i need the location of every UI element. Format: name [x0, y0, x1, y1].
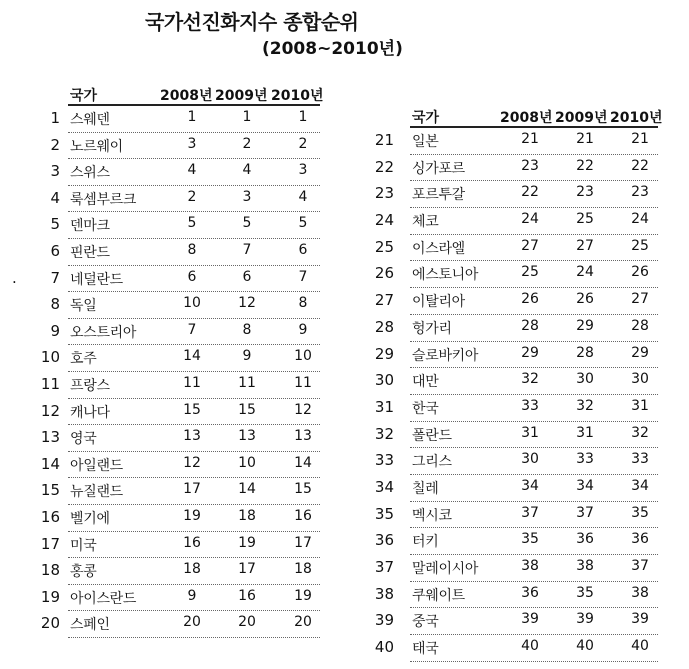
- rank-number: 32: [374, 424, 394, 443]
- rank-2009: 1: [242, 109, 252, 125]
- rank-2008: 32: [521, 371, 539, 388]
- rank-2009: 33: [576, 451, 594, 468]
- rank-2008: 1: [187, 109, 197, 125]
- rank-2008: 35: [521, 531, 539, 548]
- page-subtitle: (2008~2010년): [262, 39, 403, 59]
- rank-number: 9: [50, 321, 60, 340]
- table-row: [374, 342, 658, 369]
- table-row: [50, 292, 320, 319]
- rank-2008: 30: [521, 451, 539, 468]
- rank-2008: 29: [521, 344, 539, 361]
- rank-2008: 5: [187, 215, 197, 232]
- rank-2010: 14: [294, 454, 312, 471]
- country-name: 덴마크: [70, 218, 110, 235]
- country-name: 체코: [412, 214, 439, 231]
- rank-2009: 28: [576, 344, 594, 361]
- rank-2008: 11: [183, 374, 201, 391]
- rank-2010: 28: [631, 317, 649, 334]
- rank-2009: 30: [576, 371, 594, 388]
- country-name: 이스라엘: [412, 240, 465, 257]
- rank-2009: 9: [242, 348, 252, 365]
- country-name: 그리스: [412, 454, 452, 471]
- rank-2008: 6: [187, 268, 197, 285]
- rank-2008: 2: [187, 188, 197, 205]
- rank-2009: 19: [238, 534, 256, 551]
- rank-2009: 11: [238, 374, 256, 391]
- country-name: 싱가포르: [412, 160, 465, 177]
- rank-number: 22: [374, 157, 394, 176]
- table-row: [50, 319, 320, 346]
- country-name: 아일랜드: [70, 457, 123, 474]
- header-2009: 2009년: [215, 88, 268, 104]
- ranking-table-right: [360, 104, 663, 662]
- rank-2008: 22: [521, 184, 539, 201]
- rank-number: 4: [50, 188, 60, 207]
- country-name: 홍콩: [70, 564, 97, 581]
- rank-2010: 17: [294, 534, 312, 551]
- rank-2010: 25: [631, 237, 649, 254]
- rank-number: 27: [374, 291, 394, 310]
- rank-2009: 18: [238, 507, 256, 524]
- rank-2009: 35: [576, 584, 594, 601]
- country-name: 룩셈부르크: [70, 191, 137, 208]
- table-row: [40, 345, 320, 372]
- table-row: [50, 159, 320, 186]
- rank-2009: 32: [576, 397, 594, 414]
- rank-2010: 37: [631, 558, 649, 574]
- country-name: 뉴질랜드: [70, 484, 123, 501]
- rank-number: 35: [374, 504, 394, 523]
- rank-2010: 32: [631, 424, 649, 441]
- rank-2009: 6: [242, 268, 252, 285]
- table-row: [374, 608, 658, 635]
- rank-2008: 4: [187, 162, 197, 179]
- table-row: [374, 235, 658, 262]
- rank-2008: 10: [183, 295, 201, 312]
- rank-2009: 38: [576, 558, 594, 574]
- rank-2010: 26: [631, 264, 649, 281]
- country-name: 쿠웨이트: [412, 587, 465, 604]
- table-row: [40, 372, 320, 399]
- rank-prefix-dot: .: [12, 268, 17, 287]
- page-title: 국가선진화지수 종합순위: [145, 10, 359, 34]
- table-header: [410, 104, 663, 128]
- country-name: 대만: [412, 374, 439, 391]
- country-name: 한국: [412, 400, 439, 417]
- country-name: 영국: [70, 431, 97, 448]
- table-row: [374, 555, 658, 582]
- rank-2008: 34: [521, 477, 539, 494]
- rank-2010: 40: [631, 638, 649, 655]
- rank-number: 23: [374, 184, 394, 203]
- rank-2008: 28: [521, 317, 539, 334]
- rank-2010: 35: [631, 504, 649, 521]
- country-name: 슬로바키아: [412, 347, 479, 364]
- rank-2008: 37: [521, 504, 539, 521]
- rank-number: 20: [40, 614, 60, 633]
- rank-number: 19: [40, 587, 60, 606]
- rank-2009: 20: [238, 614, 256, 631]
- rank-2010: 36: [631, 531, 649, 548]
- rank-2010: 19: [294, 587, 312, 604]
- rank-2008: 13: [183, 428, 201, 445]
- rank-2010: 34: [631, 477, 649, 494]
- table-row: [374, 528, 658, 555]
- rank-number: 16: [40, 507, 60, 526]
- rank-number: 37: [374, 558, 394, 576]
- rank-2010: 3: [298, 162, 308, 179]
- table-row: [50, 106, 320, 133]
- rank-number: 3: [50, 162, 60, 181]
- table-row: [374, 635, 658, 662]
- country-name: 폴란드: [412, 427, 452, 444]
- rank-2009: 16: [238, 587, 256, 604]
- rank-2010: 38: [631, 584, 649, 601]
- rank-number: 38: [374, 584, 394, 603]
- rank-2008: 9: [187, 587, 197, 604]
- rank-2009: 37: [576, 504, 594, 521]
- rank-number: 12: [40, 401, 60, 420]
- rank-2010: 16: [294, 507, 312, 524]
- rank-2010: 20: [294, 614, 312, 631]
- table-row: [40, 532, 320, 559]
- rank-number: 28: [374, 317, 394, 336]
- rank-number: 17: [40, 534, 60, 553]
- rank-2010: 18: [294, 561, 312, 578]
- header-2010: 2010년: [271, 88, 324, 104]
- rank-2009: 4: [242, 162, 252, 179]
- country-name: 핀란드: [70, 244, 110, 261]
- country-name: 아이스란드: [70, 590, 137, 607]
- country-name: 에스토니아: [412, 267, 479, 284]
- rank-number: 8: [50, 295, 60, 314]
- rank-2010: 33: [631, 451, 649, 468]
- rank-2008: 39: [521, 611, 539, 628]
- table-row: [374, 128, 658, 155]
- rank-number: 33: [374, 451, 394, 470]
- country-name: 터키: [412, 534, 439, 551]
- rank-2009: 2: [242, 135, 252, 152]
- country-name: 이탈리아: [412, 294, 465, 311]
- table-row: [50, 186, 320, 213]
- table-row: [374, 475, 658, 502]
- rank-2008: 38: [521, 558, 539, 574]
- rank-2009: 12: [238, 295, 256, 312]
- rank-2010: 31: [631, 397, 649, 414]
- country-name: 칠레: [412, 480, 439, 497]
- rank-2008: 36: [521, 584, 539, 601]
- rank-2009: 25: [576, 211, 594, 228]
- header-2008: 2008년: [500, 110, 553, 126]
- country-name: 네덜란드: [70, 271, 123, 288]
- country-name: 벨기에: [70, 510, 110, 527]
- table-row: [374, 208, 658, 235]
- rank-2008: 27: [521, 237, 539, 254]
- rank-number: 13: [40, 428, 60, 447]
- rank-2009: 34: [576, 477, 594, 494]
- rank-2010: 29: [631, 344, 649, 361]
- rank-2008: 7: [187, 321, 197, 338]
- rank-number: 21: [374, 131, 394, 149]
- rank-2010: 2: [298, 135, 308, 152]
- rank-2008: 18: [183, 561, 201, 578]
- country-name: 스위스: [70, 165, 110, 182]
- rank-number: 7 .: [12, 268, 60, 287]
- table-row: [40, 425, 320, 452]
- country-name: 캐나다: [70, 404, 110, 421]
- rank-2010: 22: [631, 157, 649, 174]
- header-2010: 2010년: [610, 110, 663, 126]
- rank-number: 2: [50, 135, 60, 154]
- rank-number: 5: [50, 215, 60, 234]
- table-row: [374, 155, 658, 182]
- rank-2009: 22: [576, 157, 594, 174]
- country-name: 노르웨이: [70, 138, 123, 155]
- table-row: [374, 582, 658, 609]
- rank-number: 11: [40, 374, 60, 393]
- table-row: [374, 448, 658, 475]
- table-row: [40, 452, 320, 479]
- header-2009: 2009년: [555, 110, 608, 126]
- rank-2010: 23: [631, 184, 649, 201]
- rank-2008: 24: [521, 211, 539, 228]
- rank-2009: 13: [238, 428, 256, 445]
- rank-2010: 7: [298, 268, 308, 285]
- rank-number: 40: [374, 638, 394, 657]
- rank-2009: 15: [238, 401, 256, 418]
- rank-number: 25: [374, 237, 394, 256]
- rank-2010: 15: [294, 481, 312, 498]
- rank-number: 14: [40, 454, 60, 473]
- rank-2010: 24: [631, 211, 649, 228]
- country-name: 태국: [412, 641, 439, 658]
- rank-2008: 33: [521, 397, 539, 414]
- table-row: [40, 611, 320, 638]
- rank-2009: 21: [576, 131, 594, 147]
- rank-2008: 25: [521, 264, 539, 281]
- rank-2009: 31: [576, 424, 594, 441]
- rank-2009: 23: [576, 184, 594, 201]
- header-country: 국가: [70, 88, 98, 104]
- rank-2009: 10: [238, 454, 256, 471]
- rank-2010: 11: [294, 374, 312, 391]
- table-row: [374, 395, 658, 422]
- country-name: 포르투갈: [412, 187, 465, 204]
- table-row: [50, 133, 320, 160]
- rank-2008: 31: [521, 424, 539, 441]
- rank-number: 36: [374, 531, 394, 550]
- rank-2010: 13: [294, 428, 312, 445]
- rank-2008: 15: [183, 401, 201, 418]
- rank-number: 10: [40, 348, 60, 367]
- table-row: [374, 181, 658, 208]
- rank-number: 1: [50, 109, 60, 127]
- rank-number: 34: [374, 477, 394, 496]
- rank-2008: 17: [183, 481, 201, 498]
- country-name: 일본: [412, 134, 439, 150]
- rank-2009: 14: [238, 481, 256, 498]
- country-name: 헝가리: [412, 320, 452, 337]
- table-row: [40, 505, 320, 532]
- rank-2010: 4: [298, 188, 308, 205]
- country-name: 말레이시아: [412, 561, 479, 577]
- rank-2008: 26: [521, 291, 539, 308]
- rank-2009: 3: [242, 188, 252, 205]
- rank-2010: 5: [298, 215, 308, 232]
- rank-2009: 8: [242, 321, 252, 338]
- rank-number: 15: [40, 481, 60, 500]
- table-row: [12, 266, 320, 293]
- header-country: 국가: [412, 110, 440, 126]
- country-name: 오스트리아: [70, 324, 137, 341]
- rank-number: 39: [374, 611, 394, 630]
- rank-number: 6: [50, 241, 60, 260]
- country-name: 멕시코: [412, 507, 452, 524]
- country-name: 스페인: [70, 617, 110, 634]
- rank-2009: 5: [242, 215, 252, 232]
- rank-number: 24: [374, 211, 394, 230]
- rank-2010: 12: [294, 401, 312, 418]
- table-header: [68, 82, 324, 106]
- rank-2009: 7: [242, 241, 252, 258]
- rank-2010: 10: [294, 348, 312, 365]
- table-row: [374, 422, 658, 449]
- country-name: 중국: [412, 614, 439, 631]
- rank-2008: 23: [521, 157, 539, 174]
- rank-2010: 30: [631, 371, 649, 388]
- table-row: [374, 502, 658, 529]
- rank-2010: 9: [298, 321, 308, 338]
- rank-number: 29: [374, 344, 394, 363]
- country-name: 호주: [70, 351, 97, 368]
- rank-2009: 27: [576, 237, 594, 254]
- rank-2010: 21: [631, 131, 649, 147]
- rank-2010: 27: [631, 291, 649, 308]
- country-name: 독일: [70, 298, 97, 315]
- rank-2008: 8: [187, 241, 197, 258]
- table-row: [40, 558, 320, 585]
- table-row: [374, 315, 658, 342]
- rank-2009: 26: [576, 291, 594, 308]
- table-row: [40, 478, 320, 505]
- rank-2008: 19: [183, 507, 201, 524]
- country-name: 스웨덴: [70, 112, 110, 128]
- table-row: [374, 368, 658, 395]
- rank-2008: 16: [183, 534, 201, 551]
- table-row: [374, 288, 658, 315]
- rank-number: 30: [374, 371, 394, 390]
- rank-2010: 6: [298, 241, 308, 258]
- rank-2010: 39: [631, 611, 649, 628]
- rank-2010: 1: [298, 109, 308, 125]
- country-name: 프랑스: [70, 377, 110, 394]
- table-row: [50, 212, 320, 239]
- rank-number: 26: [374, 264, 394, 283]
- ranking-table-left: [0, 82, 324, 638]
- rank-2008: 21: [521, 131, 539, 147]
- rank-number: 18: [40, 561, 60, 580]
- country-name: 미국: [70, 537, 97, 554]
- rank-2008: 20: [183, 614, 201, 631]
- rank-2009: 24: [576, 264, 594, 281]
- rank-2009: 36: [576, 531, 594, 548]
- table-row: [40, 585, 320, 612]
- rank-2009: 17: [238, 561, 256, 578]
- table-row: [50, 239, 320, 266]
- rank-2008: 14: [183, 348, 201, 365]
- rank-2008: 3: [187, 135, 197, 152]
- rank-2009: 39: [576, 611, 594, 628]
- rank-2009: 29: [576, 317, 594, 334]
- table-row: [374, 261, 658, 288]
- table-row: [40, 399, 320, 426]
- rank-2009: 40: [576, 638, 594, 655]
- rank-2010: 8: [298, 295, 308, 312]
- rank-2008: 12: [183, 454, 201, 471]
- header-2008: 2008년: [160, 88, 213, 104]
- rank-2008: 40: [521, 638, 539, 655]
- rank-number: 31: [374, 397, 394, 416]
